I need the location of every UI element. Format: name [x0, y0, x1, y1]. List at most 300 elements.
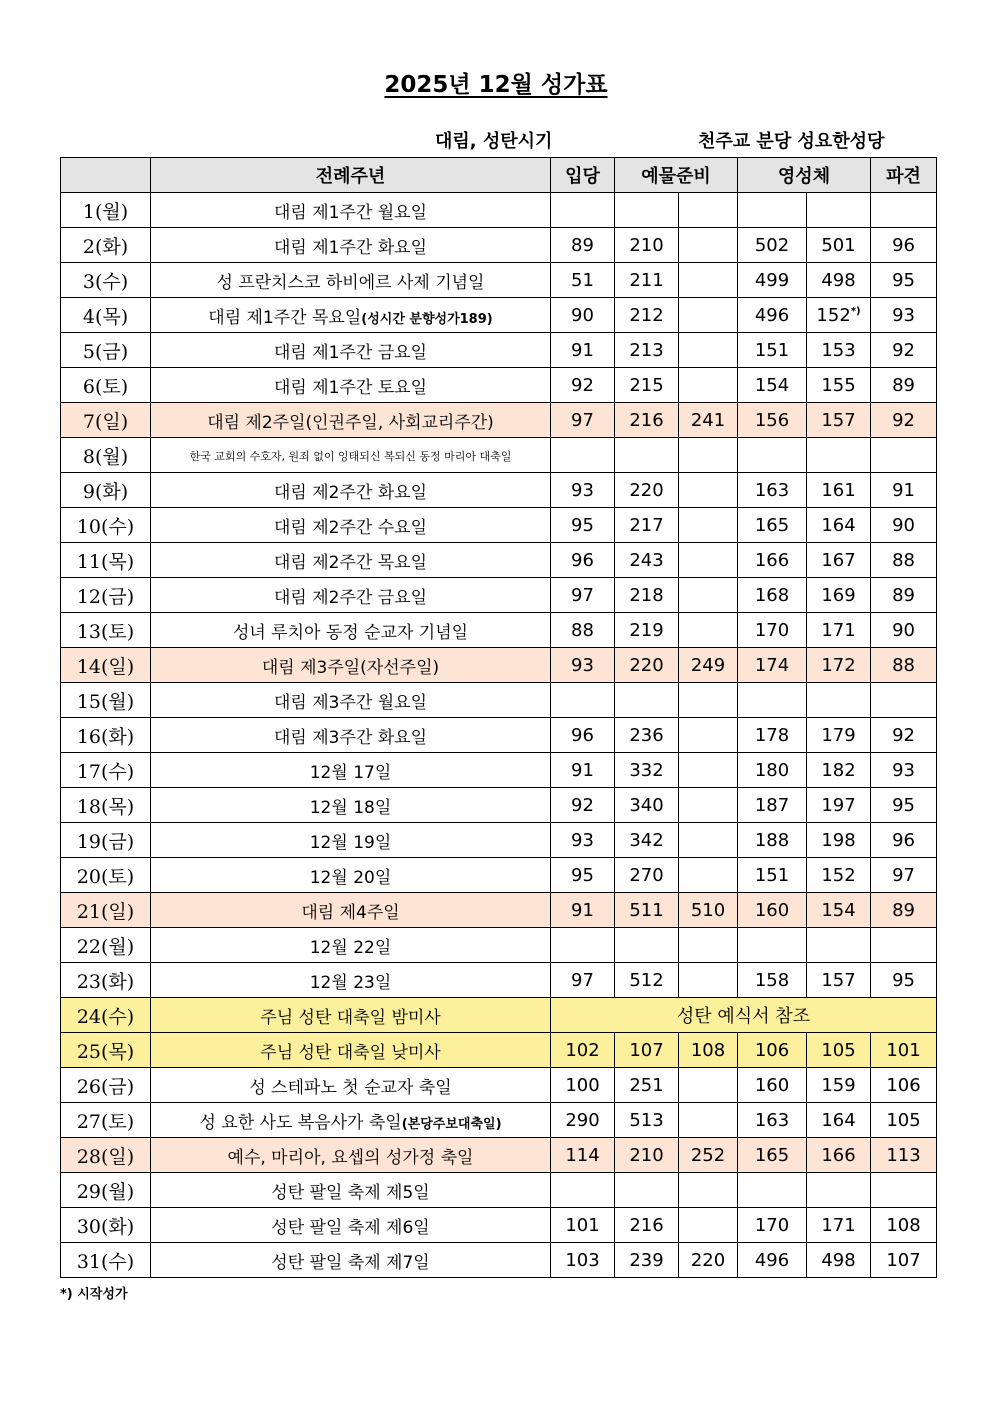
offertory-value-2 [679, 228, 738, 263]
entrance-value [551, 368, 615, 403]
date-cell: 24(수) [61, 998, 151, 1033]
offertory-value-1 [615, 788, 679, 823]
hymn-number: 512 [629, 969, 664, 991]
communion-value-2 [807, 1208, 871, 1243]
entrance-value [551, 1173, 615, 1208]
liturgy-name: 12월 22일 [309, 937, 392, 958]
hymn-number: 236 [629, 724, 664, 746]
hymn-number: 97 [892, 864, 915, 886]
date-cell: 14(일) [61, 648, 151, 683]
communion-value-1 [738, 823, 807, 858]
offertory-value-2 [679, 823, 738, 858]
entrance-value [551, 578, 615, 613]
dismissal-value [871, 893, 937, 928]
liturgy-name: 대림 제3주간 월요일 [274, 692, 427, 713]
hymn-number: 218 [629, 584, 664, 606]
table-row [61, 928, 937, 963]
dismissal-value [871, 648, 937, 683]
offertory-value-1 [615, 823, 679, 858]
hymn-number: 188 [754, 829, 790, 851]
hymn-number: 114 [565, 1144, 600, 1166]
hymn-table [60, 157, 937, 1278]
hymn-number: 164 [821, 1109, 856, 1131]
table-row [61, 1208, 937, 1243]
liturgy-cell [151, 1243, 551, 1278]
hymn-number: 108 [886, 1214, 921, 1236]
offertory-value-2 [679, 893, 738, 928]
hymn-number: 165 [754, 514, 790, 536]
offertory-value-2 [679, 438, 738, 473]
liturgy-name: 12월 23일 [309, 972, 392, 993]
entrance-value [551, 823, 615, 858]
liturgy-cell [151, 928, 551, 963]
liturgy-name: 대림 제1주간 금요일 [274, 342, 427, 363]
hymn-number: 106 [754, 1039, 790, 1061]
hymn-number: 113 [886, 1144, 921, 1166]
liturgy-name: 12월 17일 [309, 762, 392, 783]
date-cell: 21(일) [61, 893, 151, 928]
offertory-value-1 [615, 473, 679, 508]
entrance-value [551, 788, 615, 823]
entrance-value [551, 893, 615, 928]
liturgy-cell [151, 263, 551, 298]
entrance-value [551, 543, 615, 578]
hymn-number: 501 [821, 234, 856, 256]
hymn-number: 91 [571, 759, 594, 781]
offertory-value-2 [679, 1138, 738, 1173]
communion-value-2 [807, 263, 871, 298]
communion-value-2 [807, 1033, 871, 1068]
hymn-number: 96 [571, 549, 594, 571]
communion-value-1 [738, 1173, 807, 1208]
entrance-value [551, 298, 615, 333]
communion-value-2 [807, 753, 871, 788]
hymn-number: 216 [629, 409, 664, 431]
hymn-number: 290 [565, 1109, 600, 1131]
offertory-value-2 [679, 648, 738, 683]
hymn-number: 239 [629, 1249, 664, 1271]
hymn-number: 151 [754, 864, 790, 886]
hymn-number: 171 [821, 619, 856, 641]
hymn-number: 91 [571, 339, 594, 361]
table-row [61, 1243, 937, 1278]
hymn-number: 211 [629, 269, 664, 291]
table-row [61, 1173, 937, 1208]
liturgy-cell [151, 893, 551, 928]
hymn-number: 219 [629, 619, 664, 641]
hymn-number: 51 [571, 269, 594, 291]
hymn-number: 215 [629, 374, 664, 396]
liturgy-name: 대림 제3주간 화요일 [274, 727, 427, 748]
offertory-value-1 [615, 1173, 679, 1208]
hymn-number: 107 [886, 1249, 921, 1271]
communion-value-1 [738, 613, 807, 648]
table-row [61, 683, 937, 718]
communion-value-2 [807, 928, 871, 963]
table-row [61, 613, 937, 648]
liturgy-name: 12월 20일 [309, 867, 392, 888]
communion-value-1 [738, 263, 807, 298]
liturgy-cell [151, 858, 551, 893]
hymn-number: 97 [571, 969, 594, 991]
communion-value-1 [738, 1103, 807, 1138]
liturgy-name: 성 스테파노 첫 순교자 축일 [249, 1077, 452, 1098]
table-row [61, 578, 937, 613]
hymn-number: 93 [892, 304, 915, 326]
offertory-value-2 [679, 1208, 738, 1243]
communion-value-1 [738, 1033, 807, 1068]
communion-value-2 [807, 648, 871, 683]
table-row [61, 403, 937, 438]
hymn-number: 151 [754, 339, 790, 361]
date-cell: 6(토) [61, 368, 151, 403]
date-cell: 7(일) [61, 403, 151, 438]
hymn-number: 92 [892, 339, 915, 361]
communion-value-2 [807, 508, 871, 543]
liturgy-name: 12월 19일 [309, 832, 392, 853]
offertory-value-2 [679, 858, 738, 893]
communion-value-1 [738, 683, 807, 718]
hymn-number: 340 [629, 794, 664, 816]
hymn-number: 166 [754, 549, 790, 571]
hymn-number: 105 [821, 1039, 856, 1061]
liturgy-name: 대림 제2주간 화요일 [274, 482, 427, 503]
liturgy-cell [151, 998, 551, 1033]
dismissal-header: 파견 [871, 158, 937, 193]
dismissal-value [871, 718, 937, 753]
hymn-number: 101 [565, 1214, 600, 1236]
table-row [61, 718, 937, 753]
entrance-value [551, 648, 615, 683]
hymn-number: 152 [816, 304, 851, 326]
offertory-value-1 [615, 578, 679, 613]
communion-value-2 [807, 963, 871, 998]
hymn-number: 213 [629, 339, 664, 361]
table-row [61, 753, 937, 788]
communion-value-2 [807, 228, 871, 263]
hymn-number: 96 [892, 234, 915, 256]
hymn-number: 511 [629, 899, 664, 921]
date-cell: 17(수) [61, 753, 151, 788]
liturgy-name: 주님 성탄 대축일 낮미사 [260, 1042, 441, 1063]
offertory-value-2 [679, 193, 738, 228]
parish-name: 천주교 분당 성요한성당 [698, 131, 885, 152]
liturgy-cell [151, 823, 551, 858]
date-cell: 19(금) [61, 823, 151, 858]
date-cell: 20(토) [61, 858, 151, 893]
liturgy-name: 성탄 팔일 축제 제7일 [271, 1252, 430, 1273]
hymn-number: 93 [571, 829, 594, 851]
liturgy-name: 성 프란치스코 하비에르 사제 기념일 [216, 272, 485, 293]
communion-value-2 [807, 858, 871, 893]
offertory-value-2 [679, 543, 738, 578]
entrance-value [551, 333, 615, 368]
date-cell: 10(수) [61, 508, 151, 543]
liturgy-name: 대림 제4주일 [301, 902, 400, 923]
date-cell: 23(화) [61, 963, 151, 998]
communion-value-2 [807, 1068, 871, 1103]
hymn-number: 154 [754, 374, 790, 396]
communion-value-2 [807, 473, 871, 508]
communion-value-1 [738, 298, 807, 333]
offertory-value-2 [679, 333, 738, 368]
communion-value-2 [807, 438, 871, 473]
date-cell: 4(목) [61, 298, 151, 333]
hymn-number: 332 [629, 759, 664, 781]
entrance-value [551, 1138, 615, 1173]
offertory-value-2 [679, 368, 738, 403]
offertory-value-1 [615, 1068, 679, 1103]
dismissal-value [871, 858, 937, 893]
hymn-number: 96 [892, 829, 915, 851]
offertory-value-1 [615, 928, 679, 963]
offertory-value-1 [615, 963, 679, 998]
hymn-number: 160 [754, 1074, 790, 1096]
season-subtitle: 대림, 성탄시기 [435, 131, 553, 152]
offertory-value-2 [679, 963, 738, 998]
communion-value-2 [807, 1138, 871, 1173]
liturgy-name: 대림 제1주간 월요일 [274, 202, 427, 223]
entrance-value [551, 718, 615, 753]
communion-value-1 [738, 963, 807, 998]
liturgy-cell [151, 403, 551, 438]
dismissal-value [871, 298, 937, 333]
date-header [61, 158, 151, 193]
offertory-value-1 [615, 1033, 679, 1068]
dismissal-value [871, 788, 937, 823]
hymn-number: 93 [571, 479, 594, 501]
hymn-number: 88 [892, 549, 915, 571]
liturgy-cell [151, 753, 551, 788]
hymn-number: 210 [629, 1144, 664, 1166]
hymn-number: 210 [629, 234, 664, 256]
hymn-number: 502 [754, 234, 790, 256]
entrance-value [551, 858, 615, 893]
date-cell: 25(목) [61, 1033, 151, 1068]
offertory-value-1 [615, 683, 679, 718]
entrance-value [551, 613, 615, 648]
hymn-number: 163 [754, 1109, 790, 1131]
offertory-value-1 [615, 1138, 679, 1173]
hymn-number: 93 [571, 654, 594, 676]
liturgy-cell [151, 683, 551, 718]
dismissal-value [871, 928, 937, 963]
offertory-value-1 [615, 1243, 679, 1278]
hymn-number: 249 [690, 654, 726, 676]
liturgy-name: 12월 18일 [309, 797, 392, 818]
liturgy-header: 전례주년 [151, 158, 551, 193]
entrance-value [551, 928, 615, 963]
offertory-value-2 [679, 613, 738, 648]
table-row [61, 508, 937, 543]
table-row [61, 858, 937, 893]
communion-value-2 [807, 823, 871, 858]
date-cell: 18(목) [61, 788, 151, 823]
communion-value-1 [738, 193, 807, 228]
offertory-value-1 [615, 1103, 679, 1138]
hymn-number: 220 [629, 479, 664, 501]
communion-value-2 [807, 718, 871, 753]
hymn-number: 89 [892, 374, 915, 396]
hymn-number: 106 [886, 1074, 921, 1096]
communion-value-1 [738, 753, 807, 788]
header-row [61, 158, 937, 193]
hymn-number: 95 [571, 514, 594, 536]
hymn-number: 96 [571, 724, 594, 746]
dismissal-value [871, 963, 937, 998]
communion-value-1 [738, 1138, 807, 1173]
liturgy-cell [151, 333, 551, 368]
date-cell: 26(금) [61, 1068, 151, 1103]
entrance-value [551, 1068, 615, 1103]
hymn-number: 153 [821, 339, 856, 361]
liturgy-name: 대림 제2주일(인권주일, 사회교리주간) [207, 412, 494, 433]
hymn-number: 102 [565, 1039, 600, 1061]
liturgy-name: 주님 성탄 대축일 밤미사 [260, 1007, 441, 1028]
dismissal-value [871, 1243, 937, 1278]
liturgy-name: 성녀 루치아 동정 순교자 기념일 [232, 622, 469, 643]
offertory-value-1 [615, 438, 679, 473]
page-title: 2025년 12월 성가표 [384, 72, 608, 98]
dismissal-value [871, 683, 937, 718]
offertory-value-1 [615, 893, 679, 928]
dismissal-value [871, 543, 937, 578]
liturgy-name: 예수, 마리아, 요셉의 성가정 축일 [227, 1147, 474, 1168]
liturgy-cell [151, 578, 551, 613]
dismissal-value [871, 438, 937, 473]
liturgy-name: 대림 제1주간 토요일 [274, 377, 427, 398]
dismissal-value [871, 193, 937, 228]
communion-value-2 [807, 193, 871, 228]
hymn-number: 270 [629, 864, 664, 886]
communion-value-1 [738, 788, 807, 823]
liturgy-cell [151, 368, 551, 403]
liturgy-cell [151, 1103, 551, 1138]
dismissal-value [871, 263, 937, 298]
dismissal-value [871, 1208, 937, 1243]
hymn-number: 89 [892, 584, 915, 606]
hymn-number: 93 [892, 759, 915, 781]
hymn-number: 160 [754, 899, 790, 921]
dismissal-value [871, 473, 937, 508]
hymn-number: 89 [892, 899, 915, 921]
hymn-number: 171 [821, 1214, 856, 1236]
hymn-number: 95 [892, 269, 915, 291]
offertory-value-1 [615, 648, 679, 683]
hymn-number: 496 [754, 304, 790, 326]
communion-value-2 [807, 333, 871, 368]
communion-value-2 [807, 298, 871, 333]
hymn-number: 154 [821, 899, 856, 921]
liturgy-cell [151, 228, 551, 263]
hymn-number: 103 [565, 1249, 600, 1271]
hymn-number: 496 [754, 1249, 790, 1271]
hymn-number: 179 [821, 724, 856, 746]
table-row [61, 368, 937, 403]
dismissal-value [871, 1033, 937, 1068]
communion-value-2 [807, 543, 871, 578]
entrance-value [551, 1033, 615, 1068]
footnote-marker: *) [850, 305, 861, 317]
date-cell: 3(수) [61, 263, 151, 298]
offertory-value-1 [615, 228, 679, 263]
table-row [61, 1138, 937, 1173]
entrance-header: 입당 [551, 158, 615, 193]
dismissal-value [871, 1068, 937, 1103]
communion-value-2 [807, 893, 871, 928]
communion-value-2 [807, 1103, 871, 1138]
table-row [61, 438, 937, 473]
dismissal-value [871, 333, 937, 368]
entrance-value [551, 1243, 615, 1278]
hymn-number: 90 [892, 619, 915, 641]
hymn-number: 342 [629, 829, 664, 851]
hymn-number: 152 [821, 864, 856, 886]
hymn-number: 90 [571, 304, 594, 326]
hymn-number: 92 [892, 409, 915, 431]
entrance-value [551, 403, 615, 438]
entrance-value [551, 473, 615, 508]
date-cell: 22(월) [61, 928, 151, 963]
entrance-value [551, 683, 615, 718]
date-cell: 5(금) [61, 333, 151, 368]
communion-value-2 [807, 683, 871, 718]
liturgy-cell [151, 963, 551, 998]
hymn-number: 212 [629, 304, 664, 326]
table-row [61, 788, 937, 823]
liturgy-note: (성시간 분향성가189) [361, 311, 493, 327]
liturgy-cell [151, 613, 551, 648]
hymn-number: 97 [571, 409, 594, 431]
liturgy-name: 대림 제3주일(자선주일) [261, 657, 440, 678]
offertory-value-2 [679, 753, 738, 788]
offertory-header: 예물준비 [615, 158, 738, 193]
hymn-number: 241 [690, 409, 726, 431]
table-row [61, 648, 937, 683]
table-row [61, 1033, 937, 1068]
dismissal-value [871, 753, 937, 788]
table-row [61, 998, 937, 1033]
liturgy-cell [151, 438, 551, 473]
dismissal-value [871, 1173, 937, 1208]
date-cell: 11(목) [61, 543, 151, 578]
date-cell: 16(화) [61, 718, 151, 753]
hymn-number: 220 [629, 654, 664, 676]
dismissal-value [871, 1138, 937, 1173]
offertory-value-1 [615, 1208, 679, 1243]
hymn-number: 97 [571, 584, 594, 606]
hymn-number: 88 [571, 619, 594, 641]
hymn-number: 163 [754, 479, 790, 501]
communion-value-2 [807, 788, 871, 823]
liturgy-cell [151, 298, 551, 333]
date-cell: 8(월) [61, 438, 151, 473]
offertory-value-2 [679, 263, 738, 298]
communion-value-1 [738, 1068, 807, 1103]
date-cell: 31(수) [61, 1243, 151, 1278]
offertory-value-1 [615, 508, 679, 543]
hymn-number: 498 [821, 1249, 856, 1271]
table-row [61, 228, 937, 263]
date-cell: 9(화) [61, 473, 151, 508]
offertory-value-1 [615, 718, 679, 753]
table-row [61, 823, 937, 858]
offertory-value-2 [679, 1173, 738, 1208]
hymn-number: 513 [629, 1109, 664, 1131]
dismissal-value [871, 1103, 937, 1138]
reference-note-cell: 성탄 예식서 참조 [551, 998, 937, 1033]
hymn-number: 92 [571, 374, 594, 396]
